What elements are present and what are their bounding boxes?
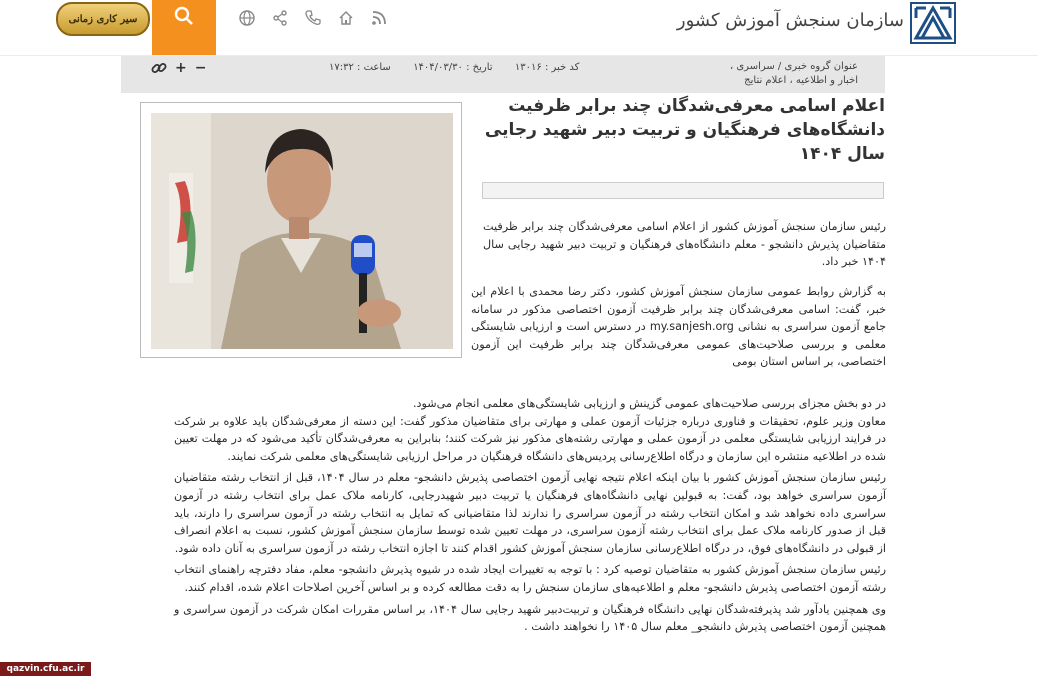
watermark: qazvin.cfu.ac.ir — [0, 662, 91, 676]
text-tools — [151, 60, 206, 76]
article-title: اعلام اسامی معرفی‌شدگان چند برابر ظرفیت دانشگاه‌های فرهنگیان و تربیت دبیر شهید رجایی سال ۱۴۰۴ — [484, 96, 885, 164]
rss-icon[interactable] — [368, 8, 390, 28]
globe-icon[interactable] — [236, 8, 258, 28]
site-logo-icon[interactable] — [910, 2, 956, 44]
lead-box — [482, 182, 884, 199]
news-info — [329, 62, 579, 73]
news-meta-bar — [121, 56, 885, 93]
share-icon[interactable] — [269, 8, 291, 28]
news-code: کد خبر : ۱۳۰۱۶ — [514, 62, 580, 73]
promo-banner[interactable] — [56, 2, 150, 36]
phone-icon[interactable] — [302, 8, 324, 28]
home-icon[interactable] — [335, 8, 357, 28]
article-paragraph-6: وی همچنین یادآور شد پذیرفته‌شدگان نهایی دانشگاه فرهنگیان و تربیت‌دبیر شهید رجایی سال ۱۴۰۴، بر اساس مقررات امکان شرکت در آزمون سراسری و همچنین آزمون اختصاصی پذیرش دانشجو_ معلم سال ۱۴۰۵ را نخواهند داشت . — [174, 602, 886, 634]
article-paragraph-4: رئیس سازمان سنجش آموزش کشور با بیان اینکه اعلام نتیجه نهایی آزمون اختصاصی پذیرش دانشجو- معلم در سال ۱۴۰۴، قبل از انتخاب رشته متقاضیان آزمون سراسری خواهد بود، گفت: به قبولین نهایی دانشگاه‌های فرهنگیان یا تربیت دبیر شهیدرجایی، کارنامه ملاک عمل برای انتخاب رشته در آزمون سراسری داده نخواهد شد و امکان انتخاب رشته در آزمون سراسری را ندارند لذا متقاضیانی که تمایل به انتخاب رشته در آزمون سراسری را دارند، باید قبل از صدور کارنامه ملاک عمل برای انتخاب رشته آزمون سراسری، در مهلت تعیین شده توسط سازمان سنجش آموزش کشور، نسبت به اعلام انصراف از قبولی در دانشگاه‌های فوق، در درگاه اطلاع‌رسانی سازمان سنجش آموزش کشور اقدام کنند تا اجازه انتخاب رشته در آزمون سراسری به آنان داده شود. — [174, 471, 886, 555]
article-paragraph-3b: معاون وزیر علوم، تحقیقات و فناوری درباره جزئیات آزمون عملی و مهارتی برای متقاضیان مذکور گفت: این دسته از معرفی‌شدگان باید علاوه بر شرکت در فرایند ارزیابی شایستگی معلمی در آزمون عملی و مهارتی رشته‌های مذکور نیز شرکت کنند؛ بنابراین به معرفی‌شدگان تأکید می‌شود که در مهلت تعیین شده در اطلاعیه منتشره این سازمان و درگاه اطلاع‌رسانی پردیس‌های دانشگاه فرهنگیان در مراحل ارزیابی شایستگی‌های معلمی شرکت نمایند. — [174, 414, 886, 463]
article-paragraph-1: رئیس سازمان سنجش آموزش کشور از اعلام اسامی معرفی‌شدگان چند برابر ظرفیت متقاضیان پذیرش دانشجو - معلم دانشگاه‌های فرهنگیان و تربیت دبیر شهید رجایی سال ۱۴۰۴ خبر داد. — [483, 220, 886, 269]
promo-banner-label: سیر کاری زمانی — [68, 13, 138, 25]
link-icon[interactable] — [151, 60, 167, 76]
news-group-line2[interactable]: اخبار و اطلاعیه ، اعلام نتایج — [744, 75, 858, 86]
article-image-frame — [140, 102, 462, 358]
news-group — [730, 60, 858, 88]
article-paragraph-5: رئیس سازمان سنجش آموزش کشور به متقاضیان توصیه کرد : با توجه به تغییرات ایجاد شده در شیوه پذیرش دانشجو- معلم، مفاد دفترچه راهنمای انتخاب رشته آزمون اختصاصی پذیرش دانشجو- معلم و اطلاعیه‌های سازمان سنجش را به دقت مطالعه کرده و بر اساس آخرین اصلاحات اعلام شده، اقدام کنند. — [174, 563, 886, 594]
news-group-line1[interactable]: عنوان گروه خبری / سراسری ، — [729, 61, 858, 72]
font-decrease-icon[interactable]: − — [194, 60, 207, 76]
search-icon — [174, 6, 194, 26]
article-paragraph-3 — [174, 395, 886, 636]
header — [0, 0, 1038, 55]
site-name[interactable]: سازمان سنجش آموزش کشور — [676, 10, 904, 31]
search-button[interactable] — [152, 0, 216, 55]
article-paragraph-2: به گزارش روابط عمومی سازمان سنجش آموزش کشور، دکتر رضا محمدی با اعلام این خبر، گفت: اسامی معرفی‌شدگان چند برابر ظرفیت آزمون اختصاصی مذکور در سامانه جامع آزمون سراسری به نشانی my.sanjesh.org در دسترس است و ارزیابی شایستگی معلمی و بررسی صلاحیت‌های عمومی معرفی‌شدگان چند برابر ظرفیت این آزمون اختصاصی، بر اساس استان بومی — [471, 285, 886, 369]
font-increase-icon[interactable]: + — [175, 60, 187, 76]
article-paragraph-3a: در دو بخش مجزای بررسی صلاحیت‌های عمومی گزینش و ارزیابی شایستگی‌های معلمی انجام می‌شود. — [412, 397, 886, 410]
news-time: ساعت : ۱۷:۳۲ — [329, 62, 391, 73]
news-date: تاریخ : ۱۴۰۴/۰۳/۳۰ — [413, 62, 493, 73]
header-icons — [236, 8, 390, 28]
article-image[interactable] — [151, 113, 453, 349]
